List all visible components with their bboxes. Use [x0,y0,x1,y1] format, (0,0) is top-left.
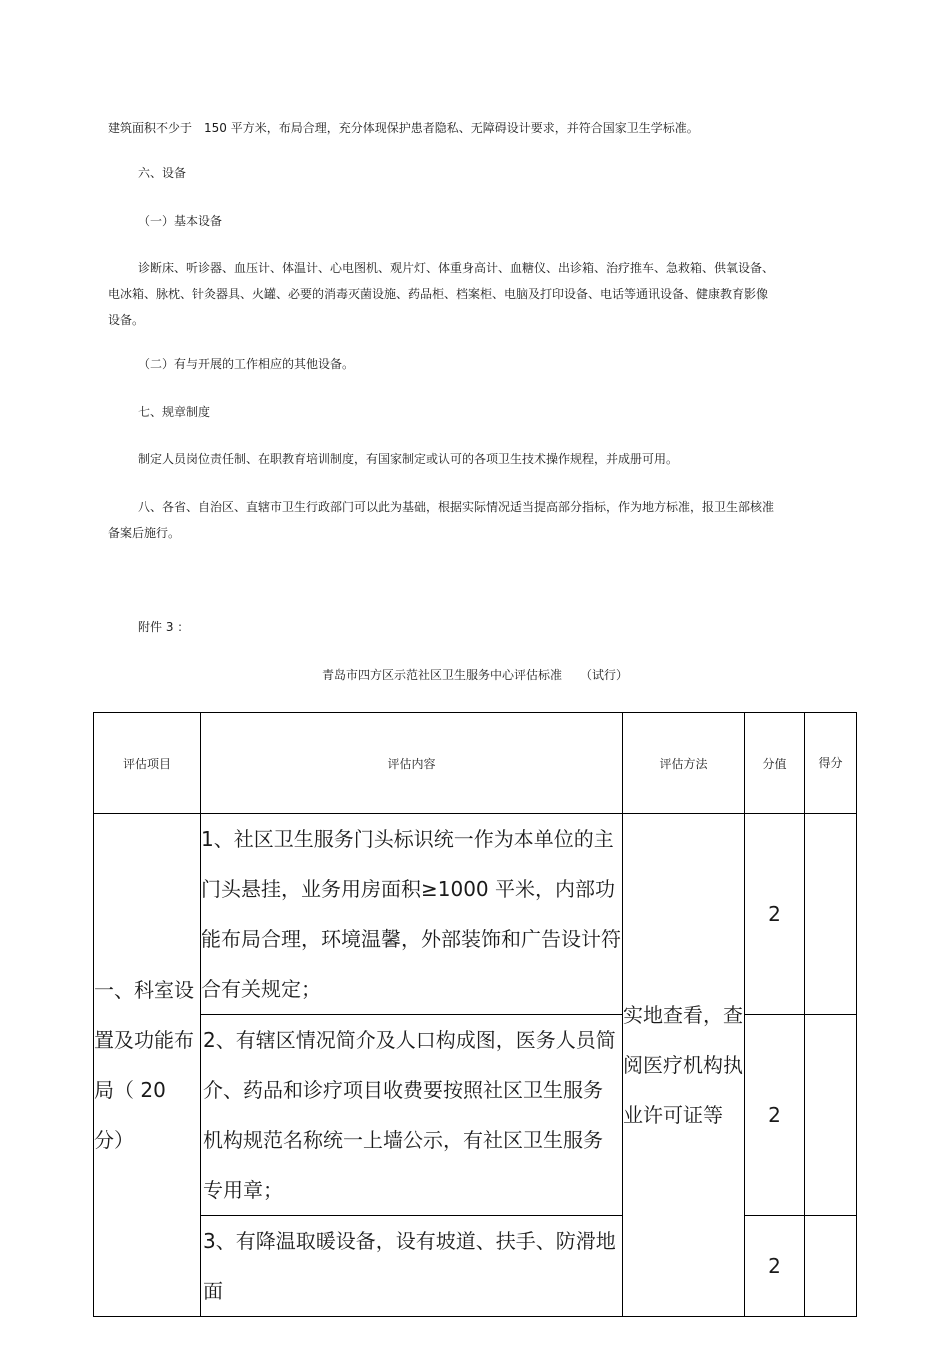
category-cell: 一、科室设置及功能布局（ 20 分） [94,814,201,1317]
value-cell: 2 [745,814,805,1015]
paragraph-basic-equipment-list: 诊断床、听诊器、血压计、体温计、心电图机、观片灯、体重身高计、血糖仪、出诊箱、治疗推车、急救箱、供氧设备、电冰箱、脉枕、针灸器具、火罐、必要的消毒灭菌设施、药品柜、档案柜、电脑及打印设备、电话等通讯设备、健康教育影像设备。 [108,261,775,327]
subheading-other-equipment: （二）有与开展的工作相应的其他设备。 [138,357,355,371]
value-cell: 2 [745,1216,805,1317]
paragraph-building-area: 建筑面积不少于 150 平方米，布局合理，充分体现保护患者隐私、无障碍设计要求，并符合国家卫生学标准。 [108,121,699,135]
content-cell: 2、有辖区情况简介及人口构成图，医务人员简介、药品和诊疗项目收费要按照社区卫生服务机构规范名称统一上墙公示，有社区卫生服务专用章； [201,1015,623,1216]
header-score: 得分 [805,713,857,814]
header-content: 评估内容 [201,713,623,814]
method-cell: 实地查看，查阅医疗机构执业许可证等 [623,814,745,1317]
header-method: 评估方法 [623,713,745,814]
paragraph-section8: 八、各省、自治区、直辖市卫生行政部门可以此为基础，根据实际情况适当提高部分指标，作为地方标准，报卫生部核准备案后施行。 [108,500,775,540]
table-header-row [94,713,857,814]
table-row [94,814,857,1015]
table-title: 青岛市四方区示范社区卫生服务中心评估标准 （试行） [321,668,628,682]
score-cell [805,1015,857,1216]
score-cell [805,1216,857,1317]
section-heading-rules: 七、规章制度 [138,405,211,419]
content-cell: 3、有降温取暖设备，设有坡道、扶手、防滑地面 [201,1216,623,1317]
value-cell: 2 [745,1015,805,1216]
header-value: 分值 [745,713,805,814]
attachment-label: 附件 3 ： [138,620,190,634]
section-heading-equipment: 六、设备 [138,166,187,180]
subheading-basic-equipment: （一）基本设备 [138,214,223,228]
content-cell: 1、社区卫生服务门头标识统一作为本单位的主门头悬挂，业务用房面积≥1000 平米，内部功能布局合理，环境温馨，外部装饰和广告设计符合有关规定； [201,814,623,1015]
paragraph-rules: 制定人员岗位责任制、在职教育培训制度，有国家制定或认可的各项卫生技术操作规程，并成册可用。 [138,452,679,466]
score-cell [805,814,857,1015]
evaluation-table [93,712,857,1317]
header-item: 评估项目 [94,713,201,814]
